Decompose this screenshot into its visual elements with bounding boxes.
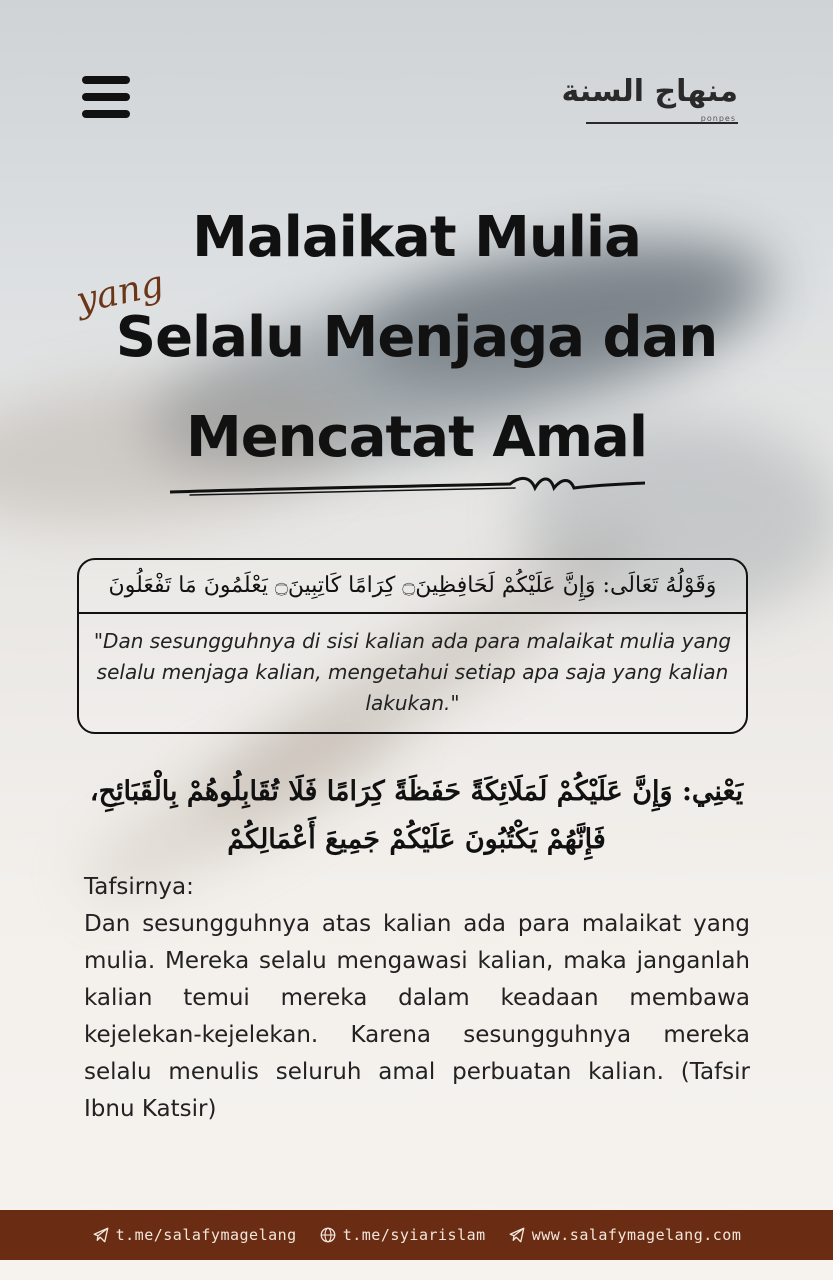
title-line-3: Mencatat Amal	[185, 405, 648, 470]
footer-link-telegram-salafymagelang[interactable]	[92, 1226, 297, 1244]
explanation-arabic-line-1: يَعْنِي: وَإِنَّ عَلَيْكُمْ لَمَلَائِكَةً حَفَظَةً كِرَامًا فَلَا تُقَابِلُوهُمْ بِالْقَبَائِحِ،	[89, 776, 744, 807]
footer-link-label: t.me/salafymagelang	[115, 1226, 297, 1244]
footer	[0, 1210, 833, 1260]
ayat-box	[77, 558, 748, 734]
footer-link-label: www.salafymagelang.com	[531, 1226, 742, 1244]
ayat-translation: "Dan sesungguhnya di sisi kalian ada para malaikat mulia yang selalu menjaga kalian, mengetahui setiap apa saja yang kalian lakukan."	[93, 629, 732, 715]
title-line-1: Malaikat Mulia	[192, 205, 641, 270]
telegram-icon	[508, 1226, 526, 1244]
hamburger-menu-icon[interactable]	[82, 76, 130, 120]
explanation-arabic-line-2: فَإِنَّهُمْ يَكْتُبُونَ عَلَيْكُمْ جَمِيعَ أَعْمَالِكُمْ	[227, 824, 606, 855]
footer-link-website[interactable]	[508, 1226, 742, 1244]
telegram-icon	[92, 1226, 110, 1244]
tafsir-label: Tafsirnya:	[84, 874, 194, 900]
globe-icon	[319, 1226, 337, 1244]
decorative-swoosh	[170, 474, 645, 504]
footer-link-syiarislam[interactable]	[319, 1226, 486, 1244]
bottom-strip	[0, 1260, 833, 1280]
title-line-2: Selalu Menjaga dan	[115, 305, 718, 370]
tafsir-text: Dan sesungguhnya atas kalian ada para malaikat yang mulia. Mereka selalu mengawasi kalian, maka janganlah kalian temui mereka dalam keadaan membawa kejelekan-kejelekan. Karena sesungguhnya mereka selalu menulis seluruh amal perbuatan kalian. (Tafsir Ibnu Katsir)	[84, 911, 750, 1122]
footer-link-label: t.me/syiarislam	[342, 1226, 486, 1244]
logo-subtext: ponpes	[700, 114, 736, 123]
logo-text: منهاج السنة	[561, 74, 738, 109]
title-connector: yang	[72, 263, 168, 322]
logo	[561, 70, 742, 128]
ayat-arabic: وَقَوْلُهُ تَعَالَى: وَإِنَّ عَلَيْكُمْ لَحَافِظِينَ۝ كِرَامًا كَاتِبِينَ۝ يَعْلَمُونَ مَا تَفْعَلُونَ	[79, 560, 746, 614]
